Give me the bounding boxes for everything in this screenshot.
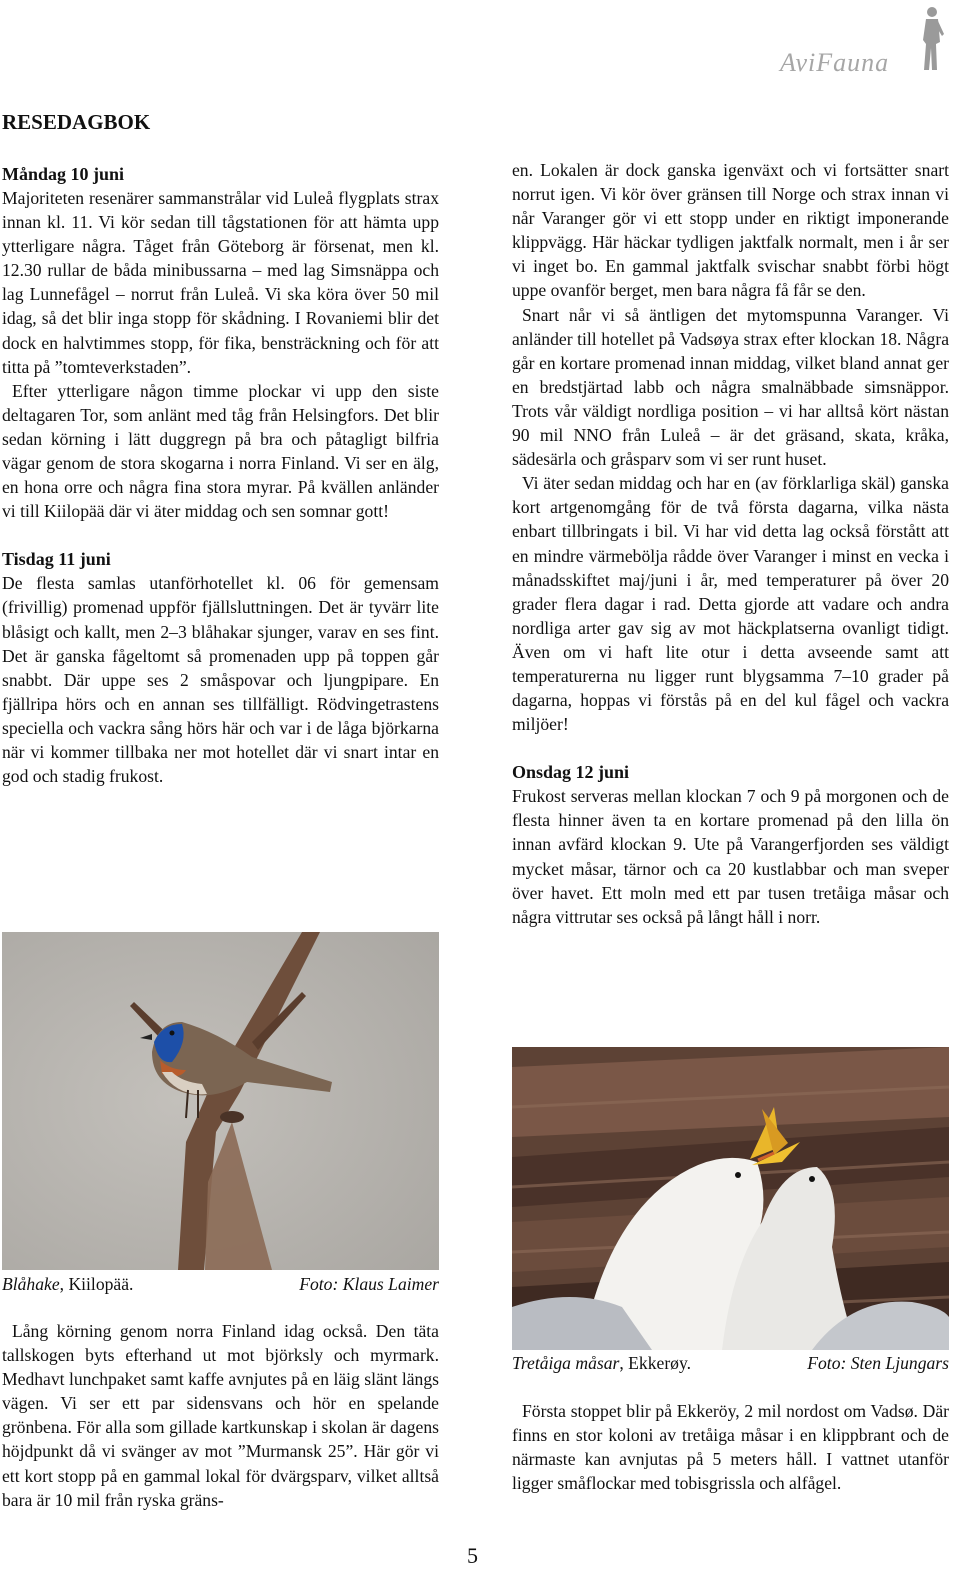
right-column-bottom — [512, 1399, 949, 1495]
avifauna-logo — [780, 4, 952, 76]
photo1-caption — [2, 1272, 439, 1296]
caption-credit: Foto: Sten Ljungars — [807, 1353, 949, 1373]
right-column-top — [512, 158, 949, 929]
day-heading-monday: Måndag 10 juni — [2, 164, 125, 184]
paragraph: Lång körning genom norra Finland idag också. Den täta tallskogen byts efterhand ut mot björksly och myrmark. Medhavt lunchpaket samt kaffe avnjutes på en läig slänt längs vägen. Vi ser ett par sidensvans och hör en spelande grönbena. För alla som gillade kartkunskap i skolan är dagens höjdpunkt då vi svänger av mot ”Murmansk 25”. Här gör vi ett kort stopp på en gammal lokal för dvärgsparv, vilket alltså bara är 10 mil från ryska gräns- — [2, 1321, 439, 1510]
logo-text: AviFauna — [780, 48, 890, 77]
caption-place: , Kiilopää. — [59, 1274, 134, 1294]
hiker-logo-icon — [918, 4, 946, 74]
caption-species: Blåhake — [2, 1274, 60, 1294]
day-heading-tuesday: Tisdag 11 juni — [2, 549, 111, 570]
left-column-bottom — [2, 1319, 439, 1512]
paragraph: Första stoppet blir på Ekkeröy, 2 mil nordost om Vadsø. Där finns en stor koloni av tretåiga måsar i en klippbrant och de närmaste kan avnjutas på 5 meters håll. I vattnet utanför ligger småflockar med tobisgrissla och alfågel. — [512, 1401, 949, 1494]
paragraph: Vi äter sedan middag och har en (av förklarliga skäl) ganska kort artgenomgång för de två första dagarna, vilka nästa enbart tillbringats i bil. Vi har vid detta lag också förstått att en mindre värmebölja rådde över Varanger i minst en vecka i månadsskiftet maj/juni i år, med temperaturer på över 20 grader flera dagar i rad. Detta gjorde att vadare och andra nordliga arter gav sig av mot häckplatserna ovanligt tidigt. Även om vi haft lite otur i detta avseende samt att temperaturerna nu ligger runt blygsamma 7–10 grader på dagarna, hoppas vi förstås på en del kul fågel och vackra miljöer! — [512, 473, 949, 735]
paragraph: De flesta samlas utanförhotellet kl. 06 för gemensam (frivillig) promenad uppför fjällsluttningen. Det är tyvärr lite blåsigt och kallt, men 2–3 blåhakar sjunger, varav en ses fint. Det är ganska fågeltomt så promenaden upp på toppen går snabbt. Där uppe ses 2 småspovar och ljungpipare. En fjällripa hörs och en annan ses tillfälligt. Rödvingetrastens speciella och vackra sång hörs här och var i de låga björkarna när vi kommer tillbaka ner mot hotellet där vi snart intar en god och stadig frukost. — [2, 573, 439, 787]
day-heading-wednesday: Onsdag 12 juni — [512, 762, 630, 783]
left-column-top — [2, 162, 439, 788]
bluethroat-photo — [2, 932, 439, 1270]
paragraph: Frukost serveras mellan klockan 7 och 9 på morgonen och de flesta hinner även ta en kortare promenad på den lilla ön innan avfärd klockan 9. Ute på Varangerfjorden ses väldigt mycket måsar, tärnor och ca 20 kustlabbar och man sveper över havet. Ett moln med ett par tusen tretåiga måsar och några vittrutar ses också på långt håll i norr. — [512, 786, 949, 927]
caption-credit: Foto: Klaus Laimer — [299, 1274, 439, 1294]
caption-place: , Ekkerøy. — [619, 1353, 692, 1373]
photo2-caption — [512, 1351, 949, 1375]
paragraph: Efter ytterligare någon timme plockar vi upp den siste deltagaren Tor, som anlänt med tåg från Helsingfors. Det blir sedan körning i lätt duggregn på bra och påtagligt bilfria vägar genom de stora skogarna i norra Finland. Vi ser en älg, en hona orre och några fina stora myrar. På kvällen anländer vi till Kiilopää där vi äter middag och sen somnar gott! — [2, 380, 439, 522]
caption-species: Tretåiga måsar — [512, 1353, 620, 1373]
kittiwakes-photo — [512, 1047, 949, 1350]
page-title: RESEDAGBOK — [2, 110, 151, 134]
paragraph: en. Lokalen är dock ganska igenväxt och vi fortsätter snart norrut igen. Vi kör över gränsen till Norge och strax innan vi når Varanger gör vi ett stopp under en riktigt imponerande klippvägg. Här häckar tydligen jaktfalk normalt, men i år ser vi inget bo. En gammal jaktfalk svischar snabbt förbi högt uppe ovanför berget, men bara några få får se den. — [512, 160, 949, 301]
paragraph: Majoriteten resenärer sammanstrålar vid Luleå flygplats strax innan kl. 11. Vi kör sedan till tågstationen för att hämta upp ytterligare några. Tåget från Göteborg är försenat, men kl. 12.30 rullar de båda minibussarna – med lag Simsnäppa och lag Lunnefågel – norrut från Luleå. Vi ska köra över 50 mil idag, så det blir inga stopp för skådning. I Rovaniemi blir det dock en halvtimmes stopp, för fika, bensträckning och för att titta på ”tomteverkstaden”. — [2, 188, 439, 377]
page-number: 5 — [467, 1543, 478, 1568]
paragraph: Snart når vi så äntligen det mytomspunna Varanger. Vi anländer till hotellet på Vadsøya strax efter klockan 18. Några går en kortare promenad innan middag, vilket bland annat ger en bredstjärtad labb och några smalnäbbade simsnäppor. Trots vår väldigt nordliga position – vi har alltså kört nästan 90 mil NNO från Luleå – är det gräsand, skata, kråka, sädesärla och gråsparv som vi ser runt huset. — [512, 304, 949, 470]
